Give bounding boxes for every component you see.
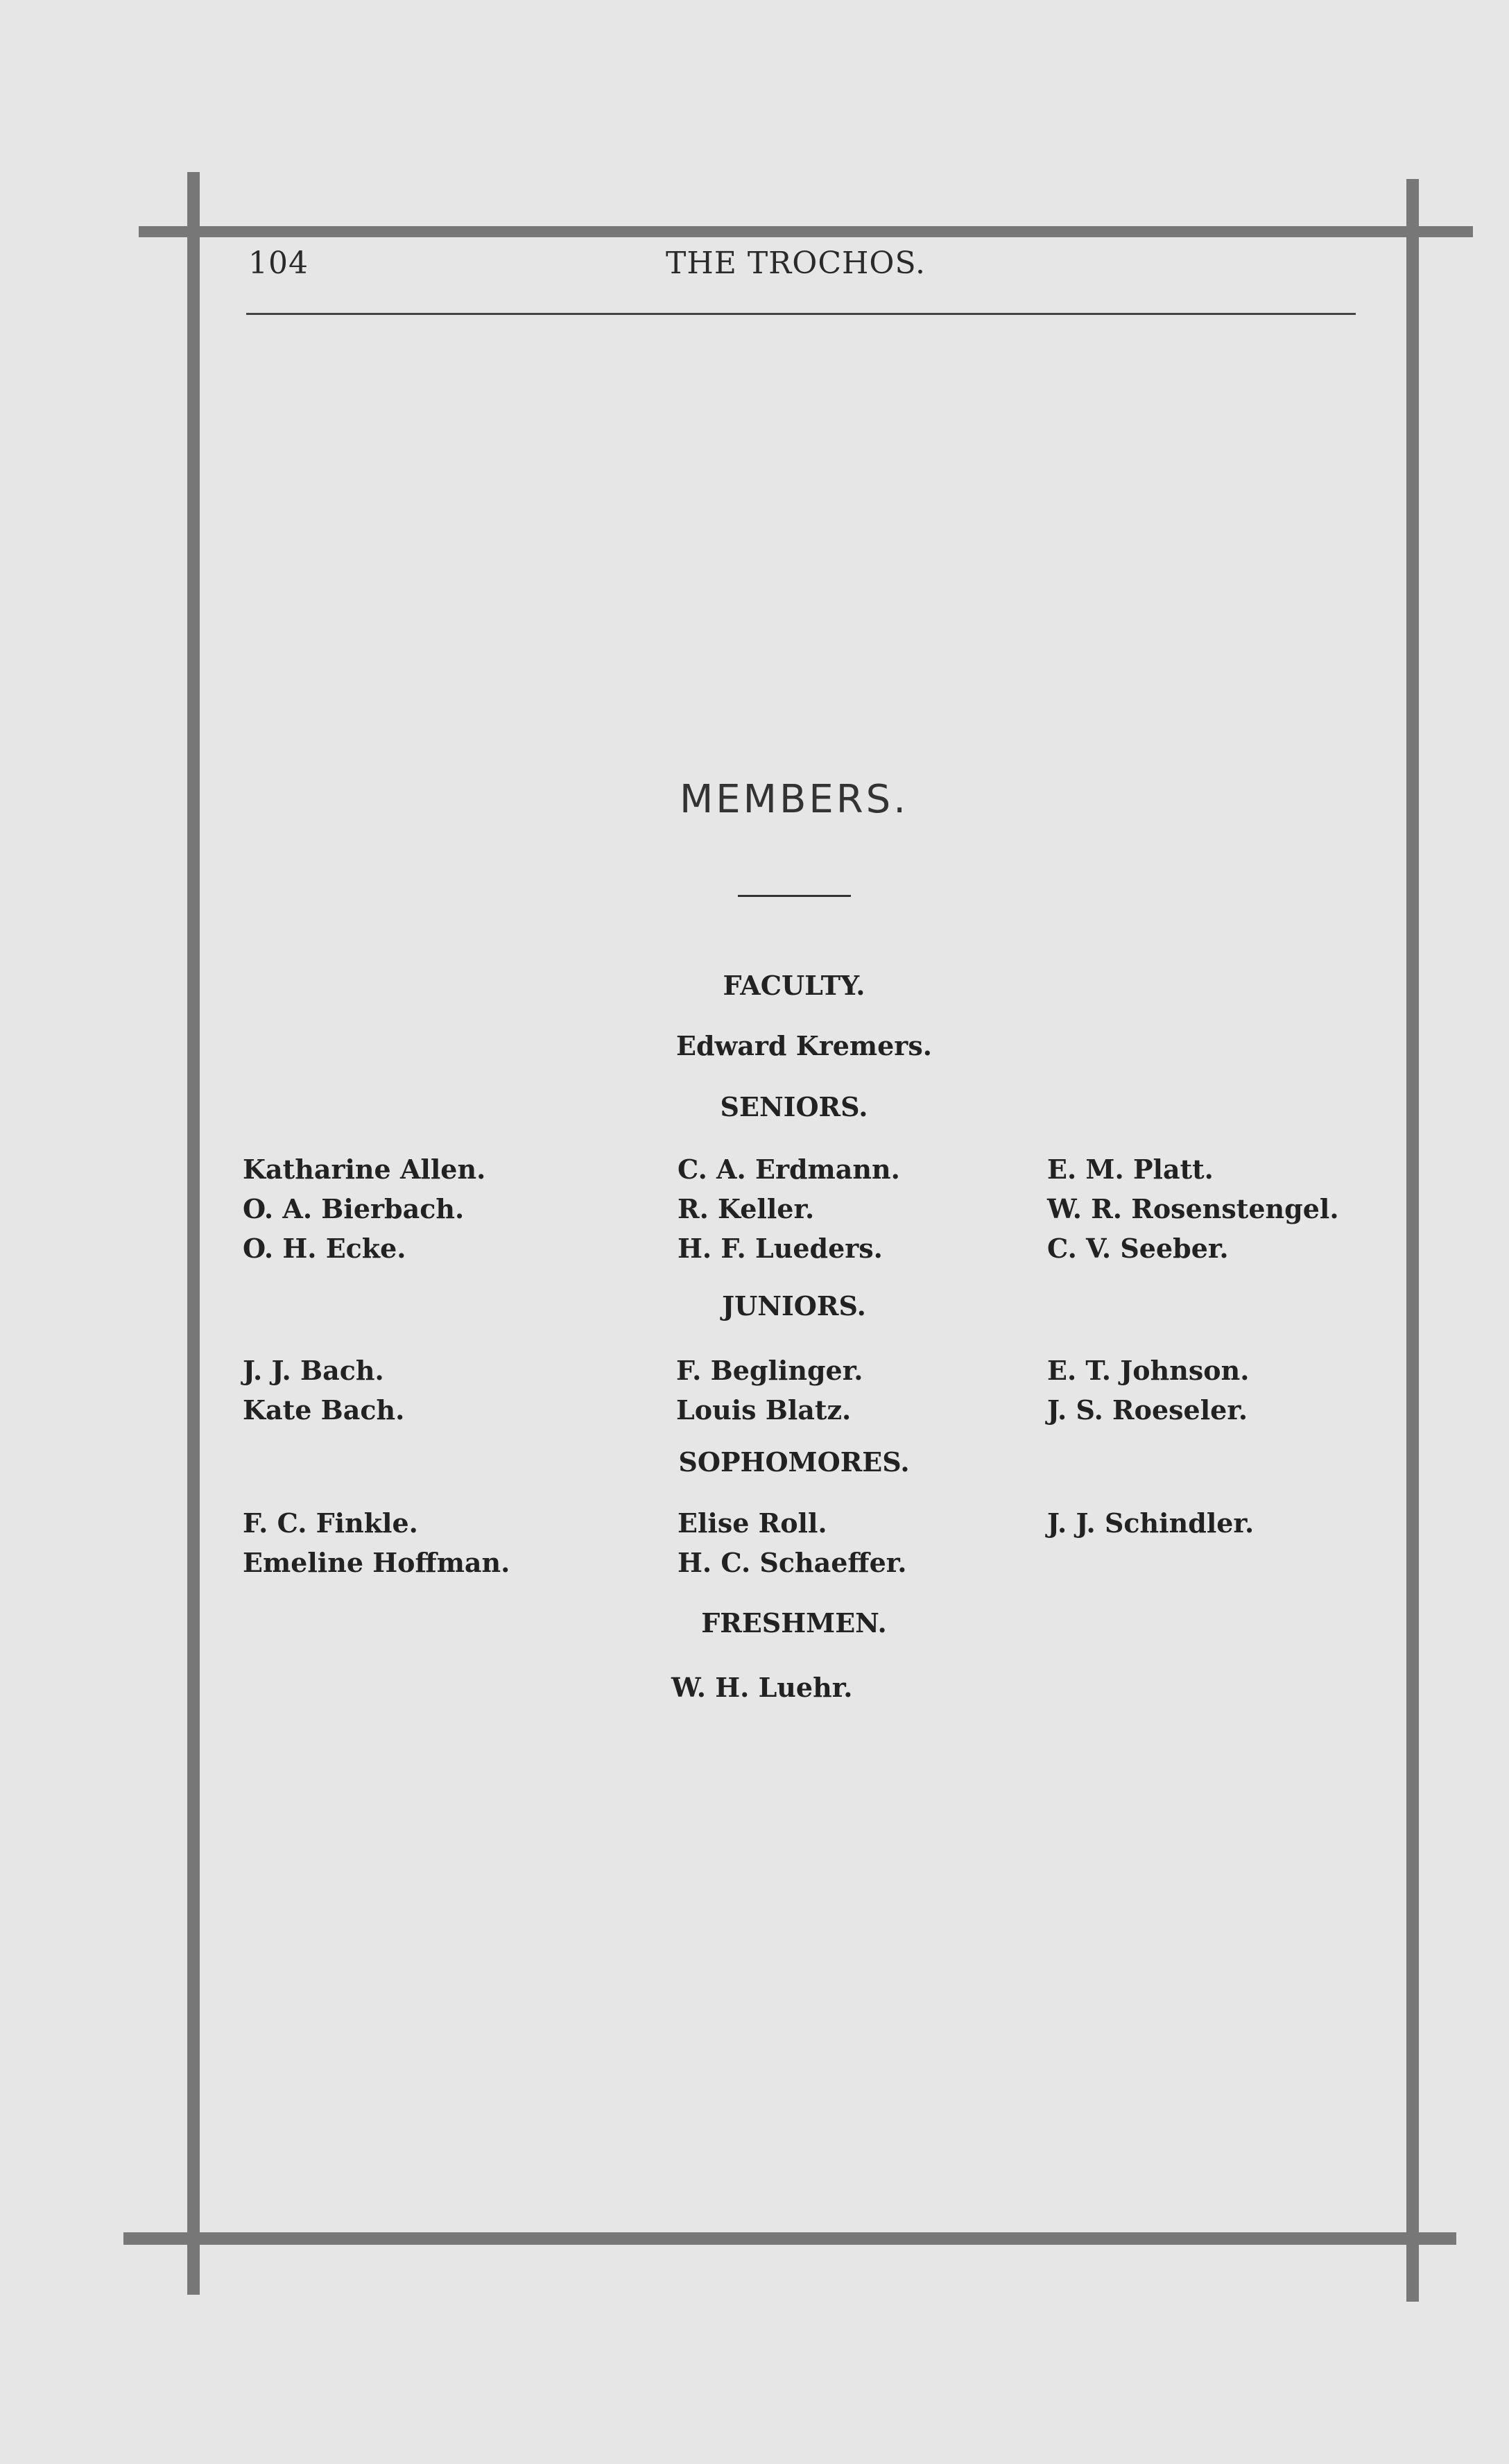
- senior-name: O. A. Bierbach.: [243, 1193, 465, 1224]
- freshman-name: W. H. Luehr.: [671, 1672, 853, 1703]
- sophomore-name: J. J. Schindler.: [1047, 1507, 1254, 1539]
- sophomore-name: Emeline Hoffman.: [243, 1547, 510, 1578]
- senior-name: Katharine Allen.: [243, 1154, 486, 1185]
- sophomore-name: Elise Roll.: [678, 1507, 827, 1539]
- members-heading: MEMBERS.: [679, 777, 909, 822]
- sophomore-name: H. C. Schaeffer.: [678, 1547, 907, 1578]
- page-number: 104: [248, 246, 309, 281]
- junior-name: Kate Bach.: [243, 1394, 405, 1426]
- freshmen-heading: FRESHMEN.: [701, 1607, 887, 1639]
- border-bottom: [123, 2232, 1456, 2245]
- title-rule: [738, 895, 851, 897]
- senior-name: W. R. Rosenstengel.: [1047, 1193, 1339, 1224]
- junior-name: J. J. Bach.: [243, 1355, 384, 1386]
- sophomore-name: F. C. Finkle.: [243, 1507, 418, 1539]
- senior-name: C. V. Seeber.: [1047, 1233, 1229, 1264]
- faculty-name: Edward Kremers.: [676, 1030, 932, 1061]
- senior-name: H. F. Lueders.: [678, 1233, 883, 1264]
- border-top: [139, 226, 1473, 237]
- senior-name: E. M. Platt.: [1047, 1154, 1214, 1185]
- running-title: THE TROCHOS.: [666, 246, 926, 281]
- junior-name: Louis Blatz.: [676, 1394, 852, 1426]
- junior-name: F. Beglinger.: [676, 1355, 863, 1386]
- senior-name: R. Keller.: [678, 1193, 815, 1224]
- sophomores-heading: SOPHOMORES.: [678, 1446, 910, 1478]
- junior-name: E. T. Johnson.: [1047, 1355, 1250, 1386]
- seniors-heading: SENIORS.: [720, 1091, 868, 1122]
- junior-name: J. S. Roeseler.: [1047, 1394, 1248, 1426]
- senior-name: C. A. Erdmann.: [678, 1154, 900, 1185]
- senior-name: O. H. Ecke.: [243, 1233, 406, 1264]
- border-left: [187, 172, 200, 2295]
- border-right: [1406, 179, 1419, 2302]
- header-rule: [246, 313, 1356, 315]
- faculty-heading: FACULTY.: [723, 970, 865, 1001]
- juniors-heading: JUNIORS.: [722, 1290, 866, 1321]
